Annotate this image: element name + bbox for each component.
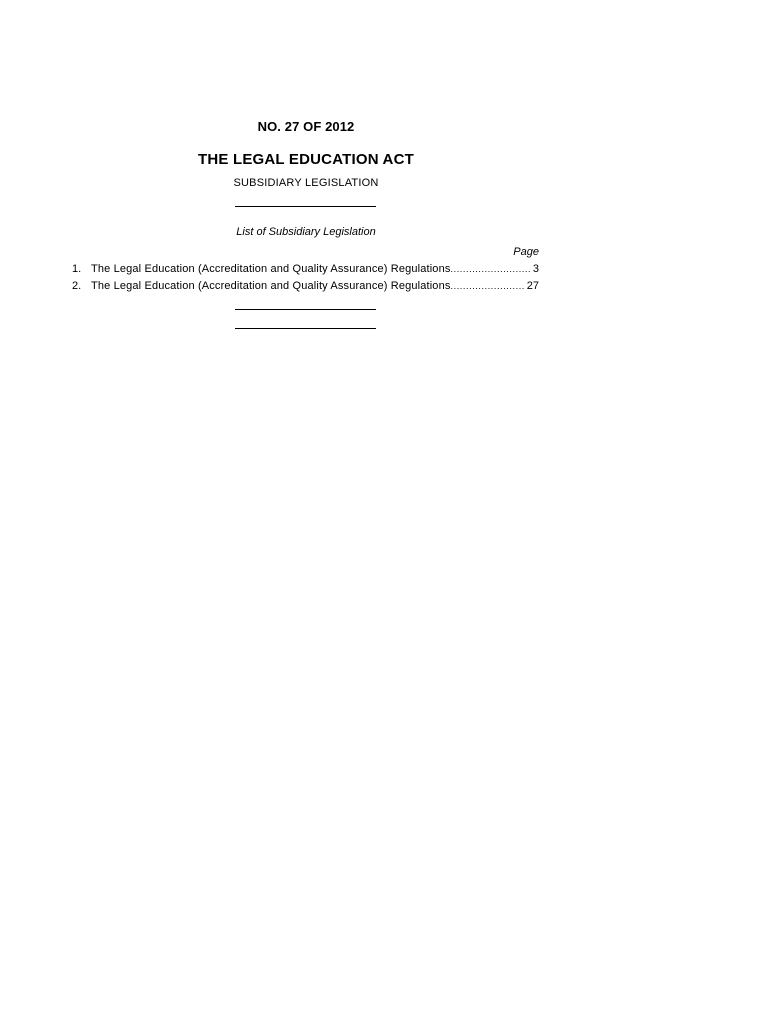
act-title: THE LEGAL EDUCATION ACT xyxy=(198,151,414,168)
divider-rule xyxy=(235,309,376,310)
list-item[interactable] xyxy=(72,280,539,297)
item-page-number: 27 xyxy=(526,280,539,292)
dot-leader xyxy=(451,281,525,291)
dot-leader xyxy=(451,264,531,274)
contents-list xyxy=(72,263,539,297)
act-number: NO. 27 OF 2012 xyxy=(257,119,355,134)
item-number: 2. xyxy=(72,280,82,292)
list-item[interactable] xyxy=(72,263,539,280)
divider-rule xyxy=(235,206,376,207)
subsidiary-legislation-label: SUBSIDIARY LEGISLATION xyxy=(233,177,379,189)
item-number: 1. xyxy=(72,263,82,275)
item-page-number: 3 xyxy=(532,263,539,275)
list-heading: List of Subsidiary Legislation xyxy=(236,226,376,238)
page-column-label: Page xyxy=(513,246,539,258)
divider-rule xyxy=(235,328,376,329)
item-title: The Legal Education (Accreditation and Quality Assurance) Regulations xyxy=(91,280,451,292)
item-title: The Legal Education (Accreditation and Quality Assurance) Regulations xyxy=(91,263,451,275)
